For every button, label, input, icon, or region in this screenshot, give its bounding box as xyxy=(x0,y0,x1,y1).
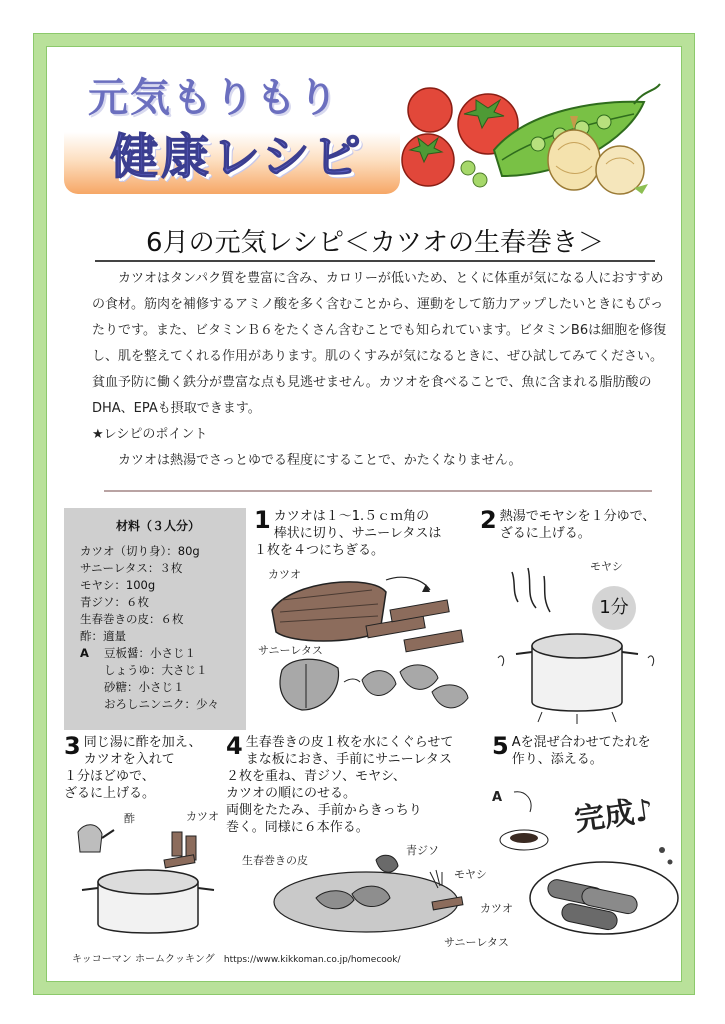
step-5 xyxy=(492,734,682,768)
label-katsuo: カツオ xyxy=(480,902,513,915)
label-aojiso: 青ジソ xyxy=(406,844,439,857)
step-text: 生春巻きの皮１枚を水にくぐらせて まな板におき、手前にサニーレタス ２枚を重ね、青ジソ、モヤシ、 カツオの順にのせる。 両側をたたみ、手前からきっちり 巻く。同様に６本作る。 xyxy=(226,735,454,835)
step-number: 2 xyxy=(480,506,497,534)
ingredient-item: カツオ（切り身）：80g xyxy=(80,544,200,558)
label-sunny-lettuce: サニーレタス xyxy=(444,936,509,949)
label-moyashi: モヤシ xyxy=(454,868,487,881)
footer-brand: キッコーマン ホームクッキング xyxy=(72,954,215,965)
recipe-point-text: カツオは熱湯でさっとゆでる程度にすることで、かたくなりません。 xyxy=(118,453,522,468)
label-katsuo: カツオ xyxy=(186,810,219,823)
step-4 xyxy=(226,734,476,836)
label-katsuo: カツオ xyxy=(268,568,301,581)
sauce-a-group xyxy=(80,645,236,662)
label-sauce-a: A xyxy=(492,790,503,805)
pot-vinegar-illustration xyxy=(68,812,238,942)
recipe-point-label: ★レシピのポイント xyxy=(92,427,208,442)
ingredient-item: おろしニンニク：少々 xyxy=(104,697,219,711)
kansei-text: 完成♪ xyxy=(572,792,656,839)
ingredient-item: 生春巻きの皮：６枚 xyxy=(80,612,184,626)
recipe-title: 6月の元気レシピ＜カツオの生春巻き＞ xyxy=(95,222,655,262)
step-3 xyxy=(64,734,244,802)
section-divider xyxy=(104,490,652,492)
ingredients-box xyxy=(64,508,246,730)
ingredient-item: 砂糖：小さじ１ xyxy=(104,680,185,694)
ingredient-item: モヤシ：100g xyxy=(80,578,156,592)
step-1 xyxy=(254,508,474,559)
ingredient-item: 酢：適量 xyxy=(80,629,126,643)
title-line-1: 元気もりもり xyxy=(88,75,340,121)
step-text: 熱湯でモヤシを１分ゆで、 ざるに上げる。 xyxy=(499,509,656,541)
step-number: 5 xyxy=(492,732,509,760)
sauce-a-mark: A xyxy=(80,646,89,660)
ingredient-item: しょうゆ：大さじ１ xyxy=(104,663,208,677)
step-2 xyxy=(480,508,680,542)
step-number: 4 xyxy=(226,732,243,760)
footer-url: https://www.kikkoman.co.jp/homecook/ xyxy=(223,955,401,965)
pot-moyashi-illustration xyxy=(492,562,672,732)
step-text: 同じ湯に酢を加え、 カツオを入れて １分ほどゆで、 ざるに上げる。 xyxy=(64,735,202,801)
step-text: カツオは１～1.５ｃｍ角の 棒状に切り、サニーレタスは １枚を４つにちぎる。 xyxy=(254,509,442,558)
step-number: 3 xyxy=(64,732,81,760)
label-sunny-lettuce: サニーレタス xyxy=(258,644,323,657)
label-moyashi: モヤシ xyxy=(590,560,623,573)
ingredient-item: 豆板醤：小さじ１ xyxy=(104,646,196,660)
intro-section xyxy=(92,266,667,474)
step-number: 1 xyxy=(254,506,271,534)
label-vinegar: 酢 xyxy=(124,812,135,825)
step-text: Aを混ぜ合わせてたれを 作り、添える。 xyxy=(511,735,651,767)
footer xyxy=(72,950,401,965)
vegetables-illustration xyxy=(398,80,678,200)
intro-paragraph: カツオはタンパク質を豊富に含み、カロリーが低いため、とくに体重が気になる人におすすめの食材。筋肉を補修するアミノ酸を多く含むことから、運動をして筋力アップしたいときにもぴったりです。また、ビタミンＢ６をたくさん含むことでも知られています。ビタミンB6は細胞を修復し、肌を整えてくれる作用があります。肌のくすみが気になるときに、ぜひ試してみてください。貧血予防に働く鉄分が豊富な点も見逃せません。カツオを食べることで、魚に含まれる脂肪酸のDHA、EPAも摂取できます。 xyxy=(92,271,667,416)
ingredient-item: サニーレタス：３枚 xyxy=(80,561,183,575)
label-harumaki-skin: 生春巻きの皮 xyxy=(242,854,308,867)
ingredients-title: 材料（３人分） xyxy=(115,519,200,533)
ingredient-item: 青ジソ：６枚 xyxy=(80,595,149,609)
one-minute-badge: 1分 xyxy=(592,586,636,630)
title-line-2: 健康レシピ xyxy=(110,129,364,185)
